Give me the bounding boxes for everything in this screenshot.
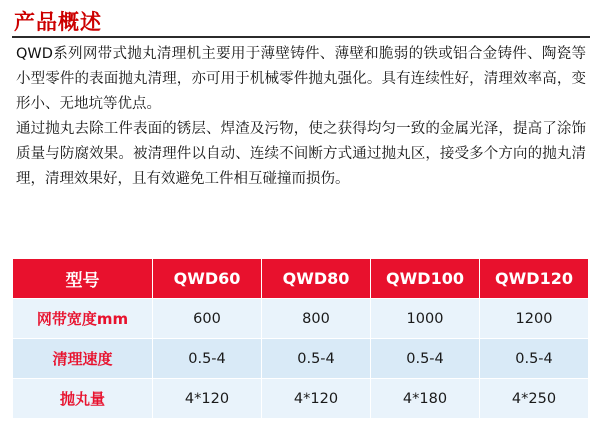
spec-table-container bbox=[12, 258, 588, 419]
header-model-label: 型号 bbox=[13, 259, 153, 299]
spec-table-body bbox=[13, 299, 589, 419]
table-row bbox=[13, 339, 589, 379]
title-divider bbox=[12, 36, 590, 38]
cell-cleaning-speed-2: 0.5-4 bbox=[262, 339, 371, 379]
cell-belt-width-2: 800 bbox=[262, 299, 371, 339]
table-header-row bbox=[13, 259, 589, 299]
spec-table bbox=[12, 258, 589, 419]
cell-belt-width-4: 1200 bbox=[480, 299, 589, 339]
header-model-2: QWD80 bbox=[262, 259, 371, 299]
cell-cleaning-speed-3: 0.5-4 bbox=[371, 339, 480, 379]
header-model-4: QWD120 bbox=[480, 259, 589, 299]
product-description bbox=[16, 42, 586, 192]
header-model-1: QWD60 bbox=[153, 259, 262, 299]
cell-belt-width-3: 1000 bbox=[371, 299, 480, 339]
cell-shot-volume-1: 4*120 bbox=[153, 379, 262, 419]
cell-shot-volume-4: 4*250 bbox=[480, 379, 589, 419]
header-model-3: QWD100 bbox=[371, 259, 480, 299]
cell-shot-volume-2: 4*120 bbox=[262, 379, 371, 419]
row-label-shot-volume: 抛丸量 bbox=[13, 379, 153, 419]
cell-cleaning-speed-1: 0.5-4 bbox=[153, 339, 262, 379]
table-row bbox=[13, 299, 589, 339]
row-label-belt-width: 网带宽度mm bbox=[13, 299, 153, 339]
cell-belt-width-1: 600 bbox=[153, 299, 262, 339]
description-paragraph-2: 通过抛丸去除工件表面的锈层、焊渣及污物，使之获得均匀一致的金属光泽，提高了涂饰质量与防腐效果。被清理件以自动、连续不间断方式通过抛丸区，接受多个方向的抛丸清理，清理效果好，且有效避免工件相互碰撞而损伤。 bbox=[16, 121, 586, 187]
table-row bbox=[13, 379, 589, 419]
description-paragraph-1: QWD系列网带式抛丸清理机主要用于薄壁铸件、薄壁和脆弱的铁或铝合金铸件、陶瓷等小型零件的表面抛丸清理，亦可用于机械零件抛丸强化。具有连续性好，清理效率高，变形小、无地坑等优点。 bbox=[16, 46, 586, 112]
cell-shot-volume-3: 4*180 bbox=[371, 379, 480, 419]
row-label-cleaning-speed: 清理速度 bbox=[13, 339, 153, 379]
page-title: 产品概述 bbox=[14, 10, 102, 34]
cell-cleaning-speed-4: 0.5-4 bbox=[480, 339, 589, 379]
spec-table-head bbox=[13, 259, 589, 299]
